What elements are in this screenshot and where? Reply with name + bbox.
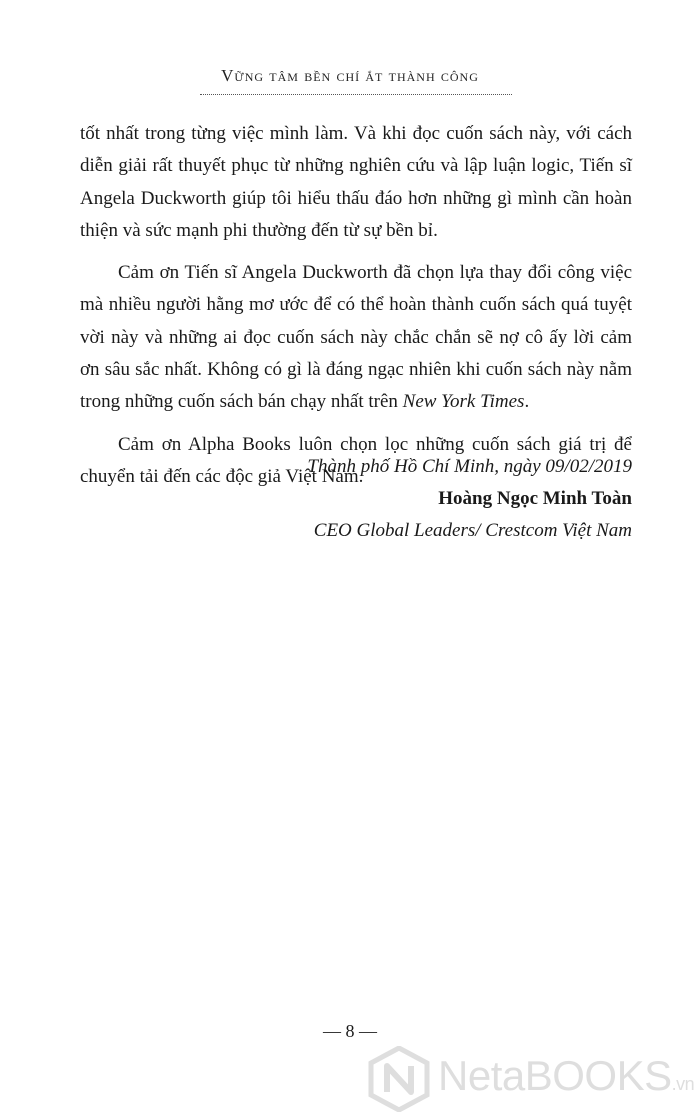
header-divider — [200, 94, 512, 95]
paragraph-thanks-author — [80, 257, 632, 418]
running-header: Vững tâm bền chí ắt thành công — [221, 66, 479, 85]
publication-name: New York Times — [402, 391, 525, 413]
paragraph-thanks-publisher: Cảm ơn Alpha Books luôn chọn lọc những cuốn sách giá trị để chuyển tải đến các độc giả Việt Nam. — [80, 433, 632, 487]
signature-place-date: Thành phố Hồ Chí Minh, ngày 09/02/2019 — [307, 456, 632, 477]
signature-title: CEO Global Leaders/ Crestcom Việt Nam — [313, 520, 632, 541]
paragraph-continuation: tốt nhất trong từng việc mình làm. Và khi đọc cuốn sách này, với cách diễn giải rất thuyết phục từ những nghiên cứu và lập luận logic, Tiến sĩ Angela Duckworth giúp tôi hiểu thấu đáo hơn những gì mình cần hoàn thiện và sức mạnh phi thường đến từ sự bền bỉ. — [80, 123, 632, 241]
neta-n-logo-icon — [368, 1046, 430, 1112]
paragraph-thanks-author-text: Cảm ơn Tiến sĩ Angela Duckworth đã chọn lựa thay đổi công việc mà nhiều người hằng mơ ước để có thể hoàn thành cuốn sách quá tuyệt vời này và những ai đọc cuốn sách này chắc chắn sẽ nợ cô ấy lời cảm ơn sâu sắc nhất. Không có gì là đáng ngạc nhiên khi cuốn sách này nằm trong những cuốn sách bán chạy nhất trên — [80, 262, 632, 413]
watermark-brand-name: NetaBOOKS — [438, 1052, 672, 1099]
signature-block — [112, 451, 632, 547]
watermark-brand — [438, 1052, 694, 1100]
signature-name: Hoàng Ngọc Minh Toàn — [438, 488, 632, 509]
paragraph-end-punct: . — [524, 391, 530, 413]
watermark — [356, 1044, 696, 1116]
watermark-domain-suffix: .vn — [671, 1074, 695, 1094]
page-number: — 8 — — [323, 1021, 377, 1041]
body-text — [80, 118, 632, 503]
